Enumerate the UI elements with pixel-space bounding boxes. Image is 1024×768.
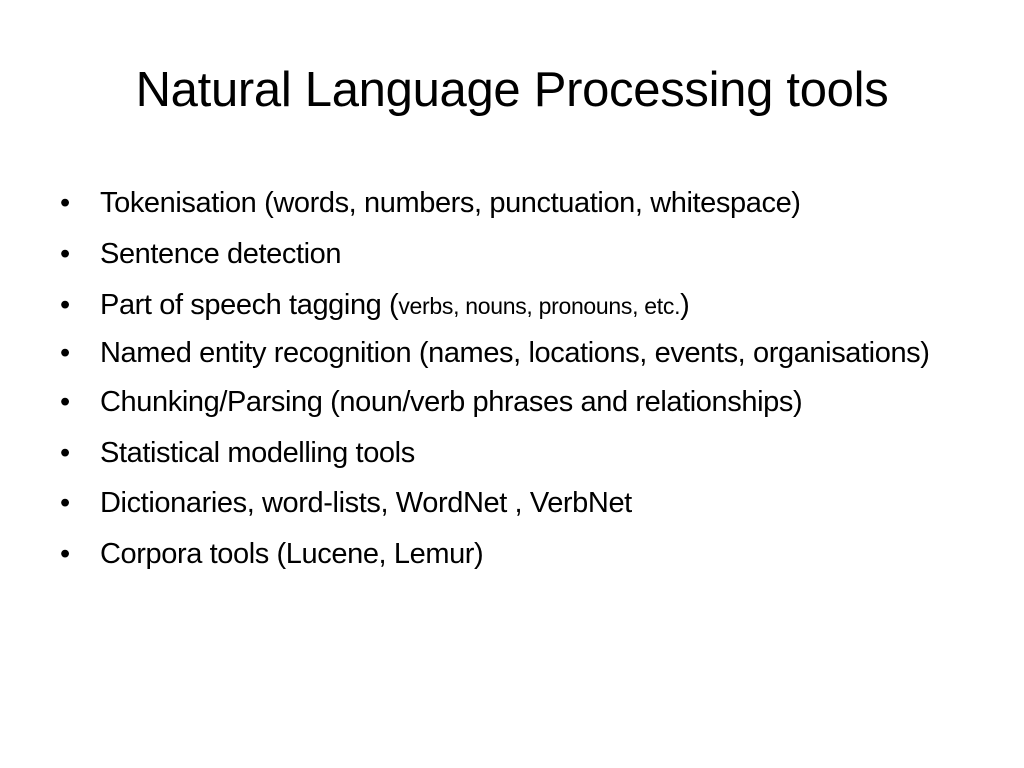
bullet-item-named-entity — [60, 335, 994, 373]
bullet-text-before: Part of speech tagging ( — [100, 288, 399, 321]
bullet-item-dictionaries — [60, 483, 994, 525]
bullet-aside-text: verbs, nouns, pronouns, etc. — [398, 292, 681, 319]
bullet-item-corpora — [60, 534, 994, 576]
bullet-icon: • — [60, 538, 70, 571]
bullet-item-statistical — [60, 433, 994, 475]
bullet-icon: • — [60, 187, 70, 219]
bullet-item-tokenisation — [60, 183, 994, 225]
bullet-icon: • — [60, 487, 70, 520]
bullet-icon: • — [60, 436, 70, 469]
bullet-text: Dictionaries, word-lists, WordNet , VerbNet — [100, 487, 632, 520]
bullet-text: Corpora tools (Lucene, Lemur) — [100, 538, 484, 571]
bullet-text-after: ) — [680, 288, 690, 321]
bullet-item-pos-tagging — [60, 285, 994, 327]
bullet-text: Chunking/Parsing (noun/verb phrases and relationships) — [100, 385, 803, 418]
bullet-icon: • — [60, 385, 70, 418]
bullet-list — [60, 183, 994, 585]
bullet-icon: • — [60, 237, 70, 270]
bullet-text: Sentence detection — [100, 237, 342, 270]
bullet-text: Named entity recognition (names, locations, events, organisations) — [100, 337, 930, 370]
bullet-item-sentence-detection — [60, 234, 994, 276]
bullet-item-chunking — [60, 382, 994, 424]
bullet-icon: • — [60, 337, 70, 370]
bullet-text: Statistical modelling tools — [100, 436, 415, 469]
slide-title: Natural Language Processing tools — [135, 63, 889, 117]
bullet-text: Tokenisation (words, numbers, punctuation, whitespace) — [100, 187, 801, 219]
bullet-icon: • — [60, 288, 70, 321]
